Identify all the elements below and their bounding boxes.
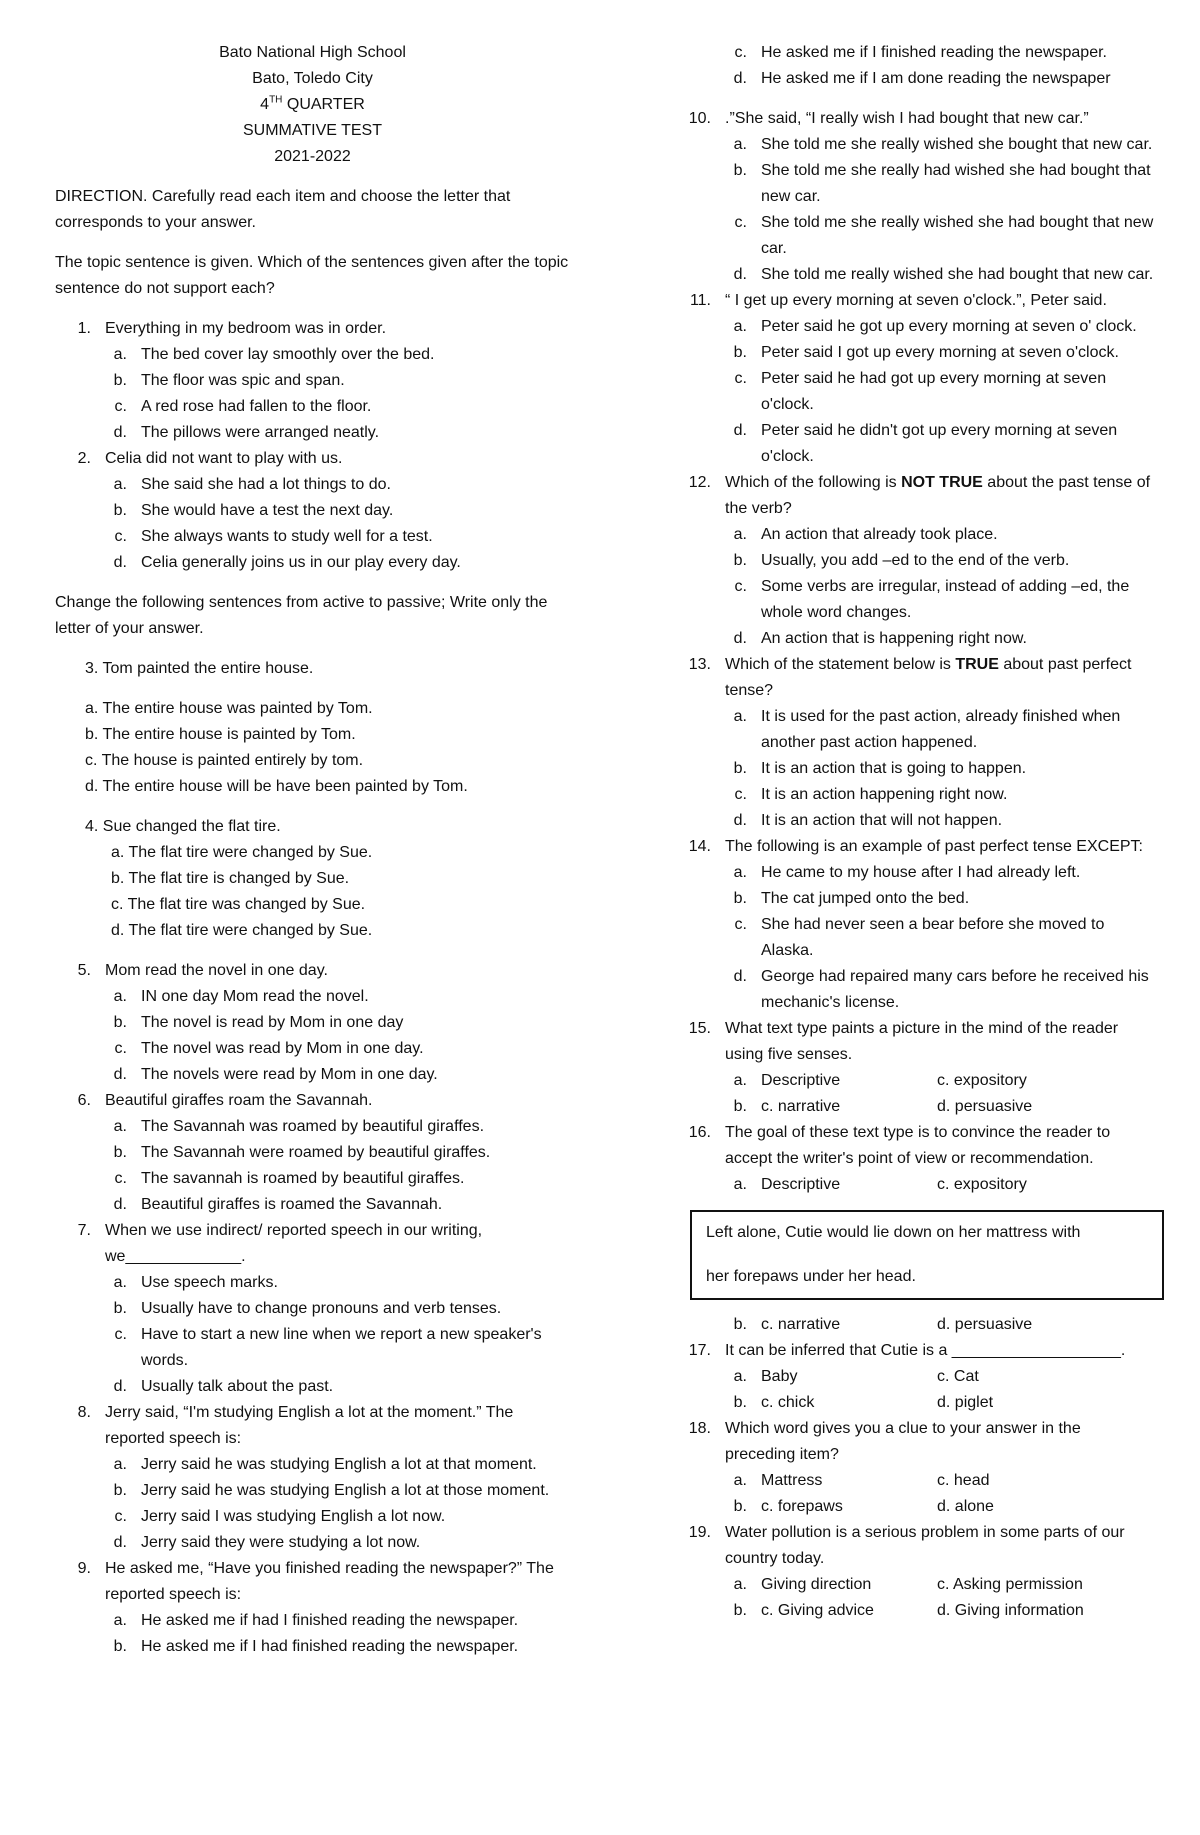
question-7: 7. When we use indirect/ reported speech in our writing, we_____________. a. Use speech marks. b. Usually have to change pronouns and verb tenses. c. Have to start a new line when we report a new speaker's words. d. Usually talk about the past.	[55, 1218, 570, 1400]
question-12: 12. Which of the following is NOT TRUE about the past tense of the verb? a. An action that already took place. b. Usually, you add –ed to the end of the verb. c. Some verbs are irregular, instead of adding –ed, the whole word changes. d. An action that is happening right now.	[675, 470, 1155, 652]
question-text: .”She said, “I really wish I had bought that new car.”	[725, 110, 1089, 127]
option-d: d. The pillows were arranged neatly.	[113, 424, 380, 441]
option-d: d. Beautiful giraffes is roamed the Savannah.	[113, 1196, 443, 1213]
question-text: 4. Sue changed the flat tire.	[85, 818, 281, 835]
option-c: c. Some verbs are irregular, instead of adding –ed, the whole word changes.	[734, 578, 1130, 621]
question-text: When we use indirect/ reported speech in our writing, we_____________.	[105, 1222, 483, 1265]
option-b: b. He asked me if I had finished reading the newspaper.	[113, 1638, 519, 1655]
option-c: c. He asked me if I finished reading the newspaper.	[734, 44, 1107, 61]
option-a: a. The Savannah was roamed by beautiful giraffes.	[113, 1118, 485, 1135]
question-text: It can be inferred that Cutie is a ___________________.	[725, 1342, 1126, 1359]
passage-box	[690, 1210, 1164, 1300]
option-a: a. It is used for the past action, already finished when another past action happened.	[733, 708, 1121, 751]
question-text: The goal of these text type is to convince the reader to accept the writer's point of view or recommendation.	[725, 1124, 1111, 1167]
option-row-2: b. c. chick d. piglet	[733, 1394, 994, 1411]
option-a: a. An action that already took place.	[733, 526, 998, 543]
option-b: b. She told me she really had wished she had bought that new car.	[733, 162, 1151, 205]
option-c: c. Jerry said I was studying English a lot now.	[114, 1508, 446, 1525]
question-text: Water pollution is a serious problem in some parts of our country today.	[725, 1524, 1125, 1567]
question-8: 8. Jerry said, “I'm studying English a lot at the moment.” The reported speech is: a. Jerry said he was studying English a lot at that moment. b. Jerry said he was studying English a lot at those moment. c. Jerry said I was studying English a lot now. d. Jerry said they were studying a lot now.	[55, 1400, 570, 1556]
option-c: c. Have to start a new line when we report a new speaker's words.	[114, 1326, 542, 1369]
option-b: b. The cat jumped onto the bed.	[733, 890, 970, 907]
question-text: Beautiful giraffes roam the Savannah.	[105, 1092, 373, 1109]
question-3	[55, 656, 570, 800]
option-a: a. He came to my house after I had already left.	[733, 864, 1081, 881]
school-address: Bato, Toledo City	[252, 70, 373, 87]
option-c: c. She always wants to study well for a test.	[114, 528, 433, 545]
quarter-label: 4TH QUARTER	[260, 94, 365, 113]
question-9: 9. He asked me, “Have you finished reading the newspaper?” The reported speech is: a. He asked me if had I finished reading the newspaper. b. He asked me if I had finished reading the newspaper.	[55, 1556, 570, 1660]
question-17: 17. It can be inferred that Cutie is a ___________________. a. Baby c. Cat b. c. chick d. piglet	[675, 1338, 1155, 1416]
question-text: “ I get up every morning at seven o'clock.”, Peter said.	[725, 292, 1107, 309]
right-column	[675, 40, 1155, 1624]
question-text: 3. Tom painted the entire house.	[85, 660, 314, 677]
option-d: d. Peter said he didn't got up every morning at seven o'clock.	[733, 422, 1118, 465]
option-d: d. It is an action that will not happen.	[733, 812, 1003, 829]
option-b: b. The Savannah were roamed by beautiful giraffes.	[113, 1144, 491, 1161]
question-9-continued	[675, 40, 1155, 92]
option-a: a. Use speech marks.	[113, 1274, 278, 1291]
option-d: d. Celia generally joins us in our play every day.	[113, 554, 461, 571]
question-text: The following is an example of past perfect tense EXCEPT:	[725, 838, 1143, 855]
option-c: c. She had never seen a bear before she moved to Alaska.	[734, 916, 1105, 959]
option-c: c. Peter said he had got up every morning at seven o'clock.	[734, 370, 1107, 413]
option-row-1: a. Descriptive c. expository	[733, 1176, 1027, 1193]
option-d: d. Usually talk about the past.	[113, 1378, 334, 1395]
option-a: a. IN one day Mom read the novel.	[113, 988, 369, 1005]
school-year: 2021-2022	[274, 148, 351, 165]
option-b: b. Peter said I got up every morning at seven o'clock.	[733, 344, 1119, 361]
question-text: Jerry said, “I'm studying English a lot at the moment.” The reported speech is:	[105, 1404, 514, 1447]
question-6: 6. Beautiful giraffes roam the Savannah. a. The Savannah was roamed by beautiful giraffes. b. The Savannah were roamed by beautiful giraffes. c. The savannah is roamed by beautiful giraffes. d. Beautiful giraffes is roamed the Savannah.	[55, 1088, 570, 1218]
question-10: 10. .”She said, “I really wish I had bought that new car.” a. She told me she really wished she bought that new car. b. She told me she really had wished she had bought that new car. c. She told me she really wished she had bought that new car. d. She told me really wished she had bought that new car.	[675, 106, 1155, 288]
question-text: Which of the statement below is TRUE about past perfect tense?	[725, 656, 1132, 699]
option-c: c. It is an action happening right now.	[734, 786, 1008, 803]
option-b: b. The floor was spic and span.	[113, 372, 345, 389]
question-2: 2. Celia did not want to play with us. a. She said she had a lot things to do. b. She would have a test the next day. c. She always wants to study well for a test. d. Celia generally joins us in our play every day.	[55, 446, 570, 576]
option-a: a. The bed cover lay smoothly over the bed.	[113, 346, 435, 363]
question-text: Everything in my bedroom was in order.	[105, 320, 387, 337]
question-18: 18. Which word gives you a clue to your answer in the preceding item? a. Mattress c. head b. c. forepaws d. alone	[675, 1416, 1155, 1520]
question-13: 13. Which of the statement below is TRUE about past perfect tense? a. It is used for the past action, already finished when another past action happened. b. It is an action that is going to happen. c. It is an action happening right now. d. It is an action that will not happen.	[675, 652, 1155, 834]
test-title: SUMMATIVE TEST	[243, 122, 382, 139]
question-1: 1. Everything in my bedroom was in order. a. The bed cover lay smoothly over the bed. b. The floor was spic and span. c. A red rose had fallen to the floor. d. The pillows were arranged neatly.	[55, 316, 570, 446]
question-16: 16. The goal of these text type is to convince the reader to accept the writer's point of view or recommendation. a. Descriptive c. expository	[675, 1120, 1155, 1198]
option-c: c. She told me she really wished she had bought that new car.	[734, 214, 1154, 257]
option-d: d. The flat tire were changed by Sue.	[111, 922, 373, 939]
option-d: d. She told me really wished she had bought that new car.	[733, 266, 1154, 283]
section-instruction-topic: The topic sentence is given. Which of the sentences given after the topic sentence do not support each?	[55, 254, 569, 297]
passage-line-1: Left alone, Cutie would lie down on her mattress with	[706, 1224, 1081, 1241]
test-header	[0, 40, 570, 170]
direction-text: DIRECTION. Carefully read each item and choose the letter that corresponds to your answer.	[55, 188, 511, 231]
question-15: 15. What text type paints a picture in the mind of the reader using five senses. a. Descriptive c. expository b. c. narrative d. persuasive	[675, 1016, 1155, 1120]
option-c: c. The house is painted entirely by tom.	[85, 752, 364, 769]
passage-line-2: her forepaws under her head.	[706, 1268, 916, 1285]
option-row-2: b. c. narrative d. persuasive	[733, 1098, 1033, 1115]
option-b: b. The entire house is painted by Tom.	[85, 726, 356, 743]
option-row-1: a. Descriptive c. expository	[733, 1072, 1027, 1089]
question-19: 19. Water pollution is a serious problem in some parts of our country today. a. Giving direction c. Asking permission b. c. Giving advice d. Giving information	[675, 1520, 1155, 1624]
option-d: d. George had repaired many cars before he received his mechanic's license.	[733, 968, 1149, 1011]
option-a: a. The flat tire were changed by Sue.	[111, 844, 373, 861]
question-text: Which of the following is NOT TRUE about the past tense of the verb?	[725, 474, 1151, 517]
option-row-1: a. Baby c. Cat	[733, 1368, 979, 1385]
option-d: d. He asked me if I am done reading the newspaper	[733, 70, 1111, 87]
option-row-2: b. c. Giving advice d. Giving information	[733, 1602, 1084, 1619]
school-name: Bato National High School	[219, 44, 406, 61]
option-d: d. Jerry said they were studying a lot now.	[113, 1534, 421, 1551]
option-row-1: a. Giving direction c. Asking permission	[733, 1576, 1083, 1593]
option-a: a. Jerry said he was studying English a lot at that moment.	[113, 1456, 537, 1473]
option-b: b. Usually, you add –ed to the end of the verb.	[733, 552, 1070, 569]
option-d: d. An action that is happening right now.	[733, 630, 1027, 647]
question-text: Which word gives you a clue to your answer in the preceding item?	[725, 1420, 1081, 1463]
option-b: b. Jerry said he was studying English a lot at those moment.	[113, 1482, 550, 1499]
option-b: b. She would have a test the next day.	[113, 502, 394, 519]
option-d: d. The entire house will be have been painted by Tom.	[85, 778, 468, 795]
option-d: d. The novels were read by Mom in one day.	[113, 1066, 438, 1083]
question-4	[55, 814, 570, 944]
option-a: a. She said she had a lot things to do.	[113, 476, 391, 493]
question-14: 14. The following is an example of past perfect tense EXCEPT: a. He came to my house after I had already left. b. The cat jumped onto the bed. c. She had never seen a bear before she moved to Alaska. d. George had repaired many cars before he received his mechanic's license.	[675, 834, 1155, 1016]
question-text: He asked me, “Have you finished reading the newspaper?” The reported speech is:	[105, 1560, 554, 1603]
question-16-continued	[675, 1312, 1155, 1338]
option-a: a. She told me she really wished she bought that new car.	[733, 136, 1153, 153]
option-b: b. The flat tire is changed by Sue.	[111, 870, 350, 887]
option-row-2: b. c. narrative d. persuasive	[733, 1316, 1033, 1333]
option-c: c. The savannah is roamed by beautiful giraffes.	[114, 1170, 465, 1187]
option-b: b. It is an action that is going to happen.	[733, 760, 1027, 777]
option-row-1: a. Mattress c. head	[733, 1472, 990, 1489]
question-text: Mom read the novel in one day.	[105, 962, 328, 979]
option-b: b. Usually have to change pronouns and verb tenses.	[113, 1300, 502, 1317]
option-c: c. The flat tire was changed by Sue.	[111, 896, 366, 913]
question-5: 5. Mom read the novel in one day. a. IN one day Mom read the novel. b. The novel is read by Mom in one day c. The novel was read by Mom in one day. d. The novels were read by Mom in one day.	[55, 958, 570, 1088]
option-row-2: b. c. forepaws d. alone	[733, 1498, 994, 1515]
question-text: What text type paints a picture in the mind of the reader using five senses.	[725, 1020, 1119, 1063]
option-c: c. A red rose had fallen to the floor.	[114, 398, 372, 415]
question-11: 11. “ I get up every morning at seven o'clock.”, Peter said. a. Peter said he got up every morning at seven o' clock. b. Peter said I got up every morning at seven o'clock. c. Peter said he had got up every morning at seven o'clock. d. Peter said he didn't got up every morning at seven o'clock.	[675, 288, 1155, 470]
option-b: b. The novel is read by Mom in one day	[113, 1014, 404, 1031]
option-c: c. The novel was read by Mom in one day.	[114, 1040, 424, 1057]
option-a: a. Peter said he got up every morning at seven o' clock.	[733, 318, 1137, 335]
section-instruction-passive: Change the following sentences from active to passive; Write only the letter of your answer.	[55, 594, 548, 637]
option-a: a. The entire house was painted by Tom.	[85, 700, 373, 717]
option-a: a. He asked me if had I finished reading the newspaper.	[113, 1612, 519, 1629]
left-column	[55, 40, 570, 1660]
question-text: Celia did not want to play with us.	[105, 450, 343, 467]
